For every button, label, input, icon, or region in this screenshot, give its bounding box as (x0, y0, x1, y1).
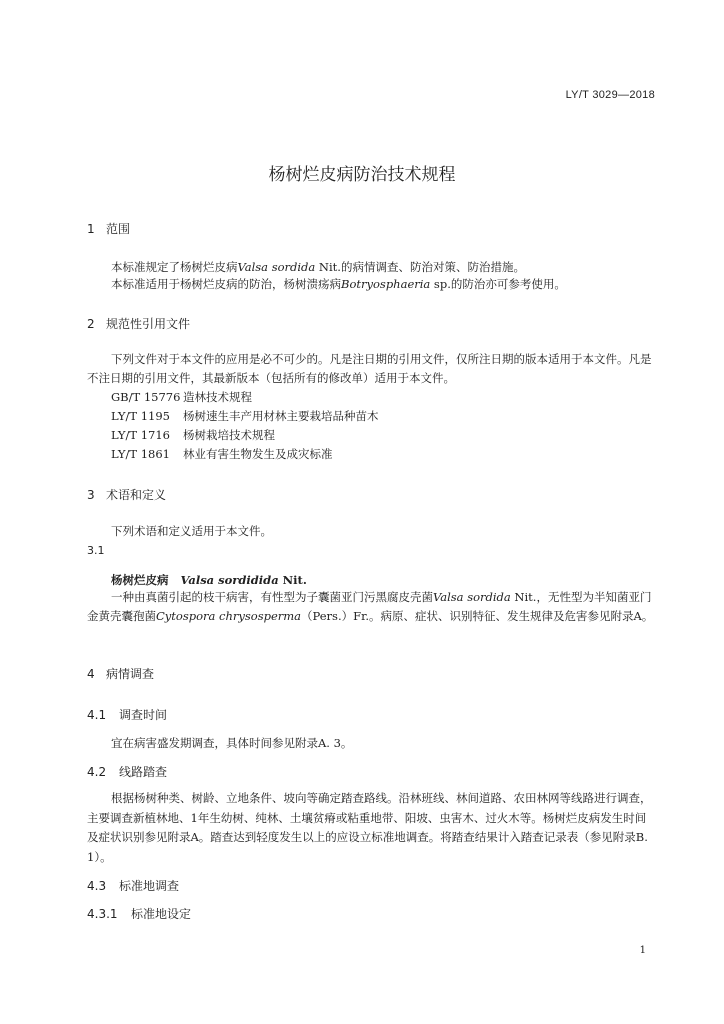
clause-4-3-heading (87, 877, 179, 894)
section-2-intro: 下列文件对于本文件的应用是必不可少的。凡是注日期的引用文件，仅所注日期的版本适用于本文件。凡是不注日期的引用文件，其最新版本（包括所有的修改单）适用于本文件。 (87, 352, 652, 385)
reference-name: 林业有害生物发生及成灾标准 (183, 447, 333, 461)
reference-name: 杨树速生丰产用材林主要栽培品种苗木 (183, 409, 379, 423)
reference-list (111, 388, 681, 464)
reference-code: GB/T 15776 (111, 390, 181, 404)
term-definition (87, 588, 657, 626)
reference-item (111, 426, 681, 445)
clause-3-1-number: 3.1 (87, 544, 105, 557)
clause-title: 标准地调查 (119, 879, 180, 893)
section-3-intro: 下列术语和定义适用于本文件。 (111, 524, 272, 538)
page-number: 1 (639, 945, 646, 956)
reference-name: 造林技术规程 (183, 390, 252, 404)
text: Nit.的病情调查、防治对策、防治措施。 (315, 260, 525, 274)
clause-4-2-text: 根据杨树种类、树龄、立地条件、坡向等确定踏查路线。沿林班线、林间道路、农田林网等线路进行调查，主要调查新植林地、1年生幼树、纯林、土壤贫瘠或粘重地带、阳坡、虫害木、过火木等。杨树烂皮病发生时间及症状识别参见附录A。踏查达到轻度发生以上的应设立标准地调查。将踏查结果计入踏查记录表（参见附录B. 1）。 (87, 791, 652, 864)
section-1-paragraph-2 (87, 274, 657, 294)
section-3-heading (87, 486, 166, 503)
latin-name: Botryosphaeria (341, 277, 431, 291)
clause-number: 4.3.1 (87, 907, 118, 921)
section-title: 范围 (106, 222, 131, 236)
term-author: Nit. (278, 573, 307, 587)
latin-name: Cytospora chrysosperma (156, 609, 302, 623)
section-number: 2 (87, 317, 95, 331)
reference-item (111, 445, 681, 464)
section-number: 4 (87, 667, 95, 681)
reference-code: LY/T 1716 (111, 428, 170, 442)
clause-4-2-heading (87, 763, 167, 780)
text: Nit.，无性型为半知菌亚门金黄壳囊孢菌 (87, 590, 652, 623)
section-title: 术语和定义 (106, 488, 167, 502)
clause-title: 线路踏查 (119, 765, 168, 779)
text: 本标准适用于杨树烂皮病的防治，杨树溃疡病 (111, 277, 341, 291)
section-number: 1 (87, 222, 95, 236)
clause-4-3-1-heading (87, 905, 191, 922)
section-title: 规范性引用文件 (106, 317, 191, 331)
reference-code: LY/T 1861 (111, 447, 170, 461)
text: 一种由真菌引起的枝干病害，有性型为子囊菌亚门污黑腐皮壳菌 (111, 590, 433, 604)
section-title: 病情调查 (106, 667, 155, 681)
reference-code: LY/T 1195 (111, 409, 170, 423)
standard-number: LY/T 3029—2018 (565, 89, 655, 101)
latin-name: Valsa sordida (237, 260, 316, 274)
clause-4-1-heading (87, 706, 167, 723)
clause-title: 标准地设定 (131, 907, 192, 921)
clause-number: 4.1 (87, 708, 107, 722)
section-1-heading (87, 220, 130, 237)
section-4-heading (87, 665, 154, 682)
term-entry (87, 570, 657, 590)
document-title: 杨树烂皮病防治技术规程 (268, 165, 456, 185)
reference-item (111, 388, 681, 407)
text: （Pers.）Fr.。病原、症状、识别特征、发生规律及危害参见附录A。 (301, 609, 654, 623)
term-chinese: 杨树烂皮病 (111, 573, 169, 587)
text: sp.的防治亦可参考使用。 (430, 277, 566, 291)
text: 本标准规定了杨树烂皮病 (111, 260, 238, 274)
reference-item (111, 407, 681, 426)
clause-number: 4.3 (87, 879, 107, 893)
clause-title: 调查时间 (119, 708, 168, 722)
section-2-heading (87, 315, 190, 332)
reference-name: 杨树栽培技术规程 (183, 428, 275, 442)
latin-name: Valsa sordida (433, 590, 511, 604)
term-latin: Valsa sordidida (180, 573, 279, 587)
clause-number: 4.2 (87, 765, 107, 779)
clause-4-1-text: 宜在病害盛发期调查，具体时间参见附录A. 3。 (111, 736, 353, 750)
section-number: 3 (87, 488, 95, 502)
